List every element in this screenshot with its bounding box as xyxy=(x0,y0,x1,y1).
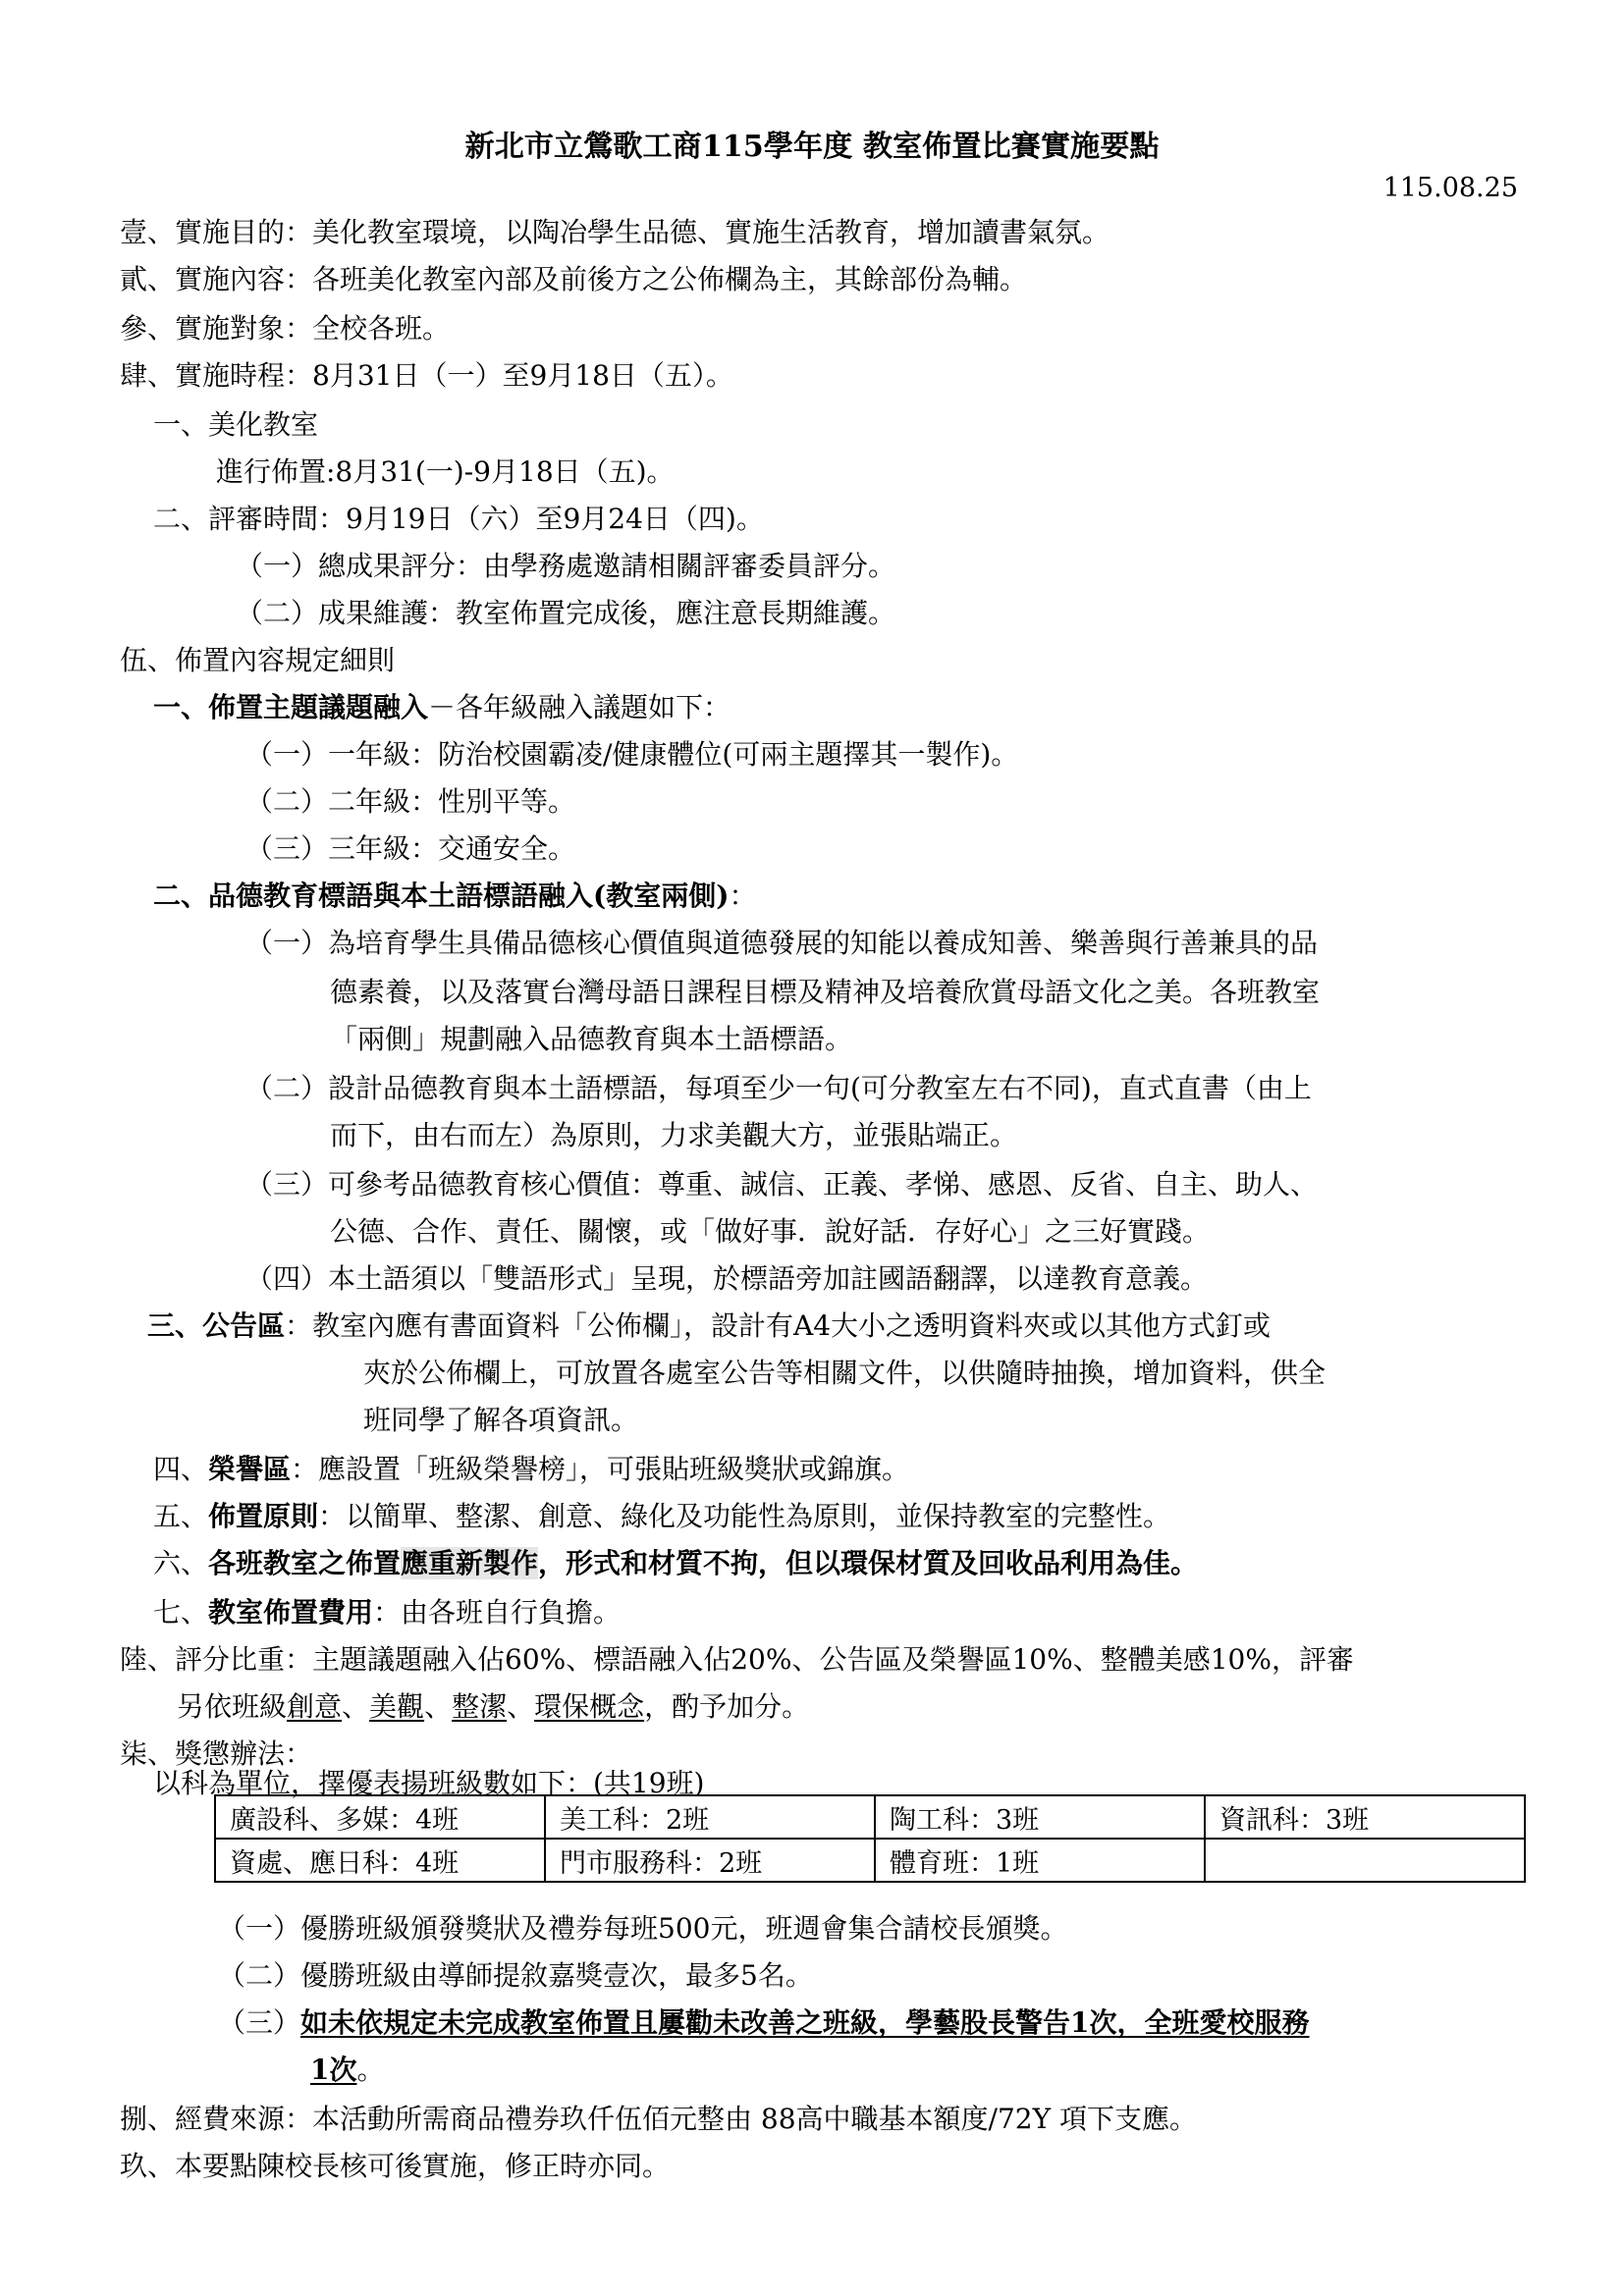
scoring-sep-3: 、 xyxy=(507,1690,535,1723)
document-date: 115.08.25 xyxy=(1382,173,1518,203)
document-title: 新北市立鶯歌工商115學年度 教室佈置比賽實施要點 xyxy=(464,130,1160,164)
section-target: 參、實施對象：全校各班。 xyxy=(120,312,451,345)
award-item-3-penalty: 如未依規定未完成教室佈置且屢勸未改善之班級，學藝股長警告1次，全班愛校服務 xyxy=(300,2006,1310,2039)
rule-principle xyxy=(153,1500,1170,1533)
section-purpose: 壹、實施目的：美化教室環境，以陶冶學生品德、實施生活教育，增加讀書氣氛。 xyxy=(120,216,1110,248)
award-item-3-line-2 xyxy=(310,2054,385,2087)
rule-theme-desc: －各年級融入議題如下： xyxy=(428,691,731,723)
rule-cost xyxy=(153,1596,621,1629)
table-cell: 美工科：2班 xyxy=(545,1795,875,1839)
rule-principle-number: 五、 xyxy=(153,1500,209,1532)
scoring-prefix: 另依班級 xyxy=(177,1690,288,1723)
award-item-2: （二）優勝班級由導師提敘嘉獎壹次，最多5名。 xyxy=(218,1959,813,1992)
schedule-item-review: 二、評審時間：9月19日（六）至9月24日（四)。 xyxy=(153,503,764,535)
table-row xyxy=(215,1795,1525,1839)
rule-notice-line-1 xyxy=(147,1309,1271,1343)
rule-remake xyxy=(153,1547,1198,1580)
table-row xyxy=(215,1839,1525,1882)
slogan-item-1-line-1: （一）為培育學生具備品德核心價值與道德發展的知能以養成知善、樂善與行善兼具的品 xyxy=(245,927,1319,959)
rule-slogan-title: 二、品德教育標語與本土語標語融入(教室兩側) xyxy=(153,880,730,912)
award-item-1: （一）優勝班級頒發獎狀及禮券每班500元，班週會集合請校長頒獎。 xyxy=(218,1912,1068,1945)
award-item-3-period: 。 xyxy=(356,2054,385,2086)
rule-honor xyxy=(153,1453,909,1486)
review-total-score: （一）總成果評分：由學務處邀請相關評審委員評分。 xyxy=(236,550,896,582)
scoring-eco: 環保概念 xyxy=(534,1690,645,1723)
rule-notice-title: 三、公告區 xyxy=(147,1309,286,1342)
review-maintenance: （二）成果維護：教室佈置完成後，應注意長期維護。 xyxy=(236,597,896,629)
awards-intro: 以科為單位，擇優表揚班級數如下：(共19班) xyxy=(153,1767,705,1799)
rule-remake-number: 六、 xyxy=(153,1547,209,1579)
section-funding: 捌、經費來源：本活動所需商品禮券玖仟伍佰元整由 88高中職基本額度/72Y 項下支應。 xyxy=(120,2103,1197,2135)
slogan-item-3-line-1: （三）可參考品德教育核心價值：尊重、誠信、正義、孝悌、感恩、反省、自主、助人、 xyxy=(245,1168,1319,1201)
section-rules: 伍、佈置內容規定細則 xyxy=(120,644,396,676)
rule-remake-part-2: ，形式和材質不拘，但以環保材質及回收品利用為佳。 xyxy=(538,1547,1199,1579)
theme-grade-3: （三）三年級：交通安全。 xyxy=(245,832,576,865)
scoring-sep-2: 、 xyxy=(424,1690,453,1723)
section-content: 貳、實施內容：各班美化教室內部及前後方之公佈欄為主，其餘部份為輔。 xyxy=(120,263,1028,295)
table-cell: 廣設科、多媒：4班 xyxy=(215,1795,545,1839)
section-awards: 柒、獎懲辦法： xyxy=(120,1737,313,1770)
section-scoring-line-1: 陸、評分比重：主題議題融入佔60%、標語融入佔20%、公告區及榮譽區10%、整體美感10%，評審 xyxy=(120,1643,1354,1676)
rule-notice-line-2: 夾於公佈欄上，可放置各處室公告等相關文件，以供隨時抽換，增加資料，供全 xyxy=(363,1357,1326,1389)
scoring-sep-1: 、 xyxy=(342,1690,370,1723)
award-item-3-number: （三） xyxy=(218,2006,301,2039)
scoring-suffix: ，酌予加分。 xyxy=(644,1690,810,1723)
table-cell: 資訊科：3班 xyxy=(1205,1795,1525,1839)
slogan-item-2-line-1: （二）設計品德教育與本土語標語，每項至少一句(可分教室左右不同)，直式直書（由上 xyxy=(245,1072,1312,1104)
rule-honor-desc: ：應設置「班級榮譽榜」，可張貼班級獎狀或錦旗。 xyxy=(291,1453,910,1485)
rule-slogan-heading xyxy=(153,880,757,913)
section-scoring-line-2 xyxy=(177,1690,809,1724)
rule-principle-title: 佈置原則 xyxy=(208,1500,319,1532)
award-item-3-line-1 xyxy=(218,2006,1310,2040)
rule-remake-highlight: 應重新製作 xyxy=(401,1547,539,1579)
table-cell: 陶工科：3班 xyxy=(875,1795,1205,1839)
table-cell: 體育班：1班 xyxy=(875,1839,1205,1882)
rule-slogan-colon: ： xyxy=(729,880,757,912)
table-cell xyxy=(1205,1839,1525,1882)
rule-honor-title: 榮譽區 xyxy=(208,1453,292,1485)
rule-honor-number: 四、 xyxy=(153,1453,209,1485)
slogan-item-1-line-3: 「兩側」規劃融入品德教育與本土語標語。 xyxy=(330,1023,853,1055)
slogan-item-2-line-2: 而下，由右而左）為原則，力求美觀大方，並張貼端正。 xyxy=(330,1119,1018,1151)
rule-theme-heading xyxy=(153,691,731,724)
rule-principle-desc: ：以簡單、整潔、創意、綠化及功能性為原則，並保持教室的完整性。 xyxy=(318,1500,1171,1532)
table-cell: 資處、應日科：4班 xyxy=(215,1839,545,1882)
scoring-aesthetics: 美觀 xyxy=(369,1690,425,1723)
award-item-3-service: 1次 xyxy=(310,2054,357,2086)
schedule-item-beautify-detail: 進行佈置:8月31(一)-9月18日（五)。 xyxy=(216,455,675,488)
rule-cost-number: 七、 xyxy=(153,1596,209,1629)
scoring-tidiness: 整潔 xyxy=(452,1690,508,1723)
scoring-creativity: 創意 xyxy=(287,1690,343,1723)
slogan-item-1-line-2: 德素養，以及落實台灣母語日課程目標及精神及培養欣賞母語文化之美。各班教室 xyxy=(330,976,1321,1008)
section-schedule: 肆、實施時程：8月31日（一）至9月18日（五）。 xyxy=(120,359,733,392)
rule-notice-desc: ：教室內應有書面資料「公佈欄」，設計有A4大小之透明資料夾或以其他方式釘或 xyxy=(285,1309,1272,1342)
rule-cost-title: 教室佈置費用 xyxy=(208,1596,374,1629)
schedule-item-beautify: 一、美化教室 xyxy=(153,408,319,441)
rule-theme-title: 一、佈置主題議題融入 xyxy=(153,691,429,723)
rule-cost-desc: ：由各班自行負擔。 xyxy=(373,1596,622,1629)
slogan-item-3-line-2: 公德、合作、責任、關懷，或「做好事．說好話．存好心」之三好實踐。 xyxy=(330,1215,1211,1248)
section-approval: 玖、本要點陳校長核可後實施，修正時亦同。 xyxy=(120,2150,671,2182)
rule-notice-line-3: 班同學了解各項資訊。 xyxy=(363,1404,639,1436)
theme-grade-2: （二）二年級：性別平等。 xyxy=(245,785,576,818)
table-cell: 門市服務科：2班 xyxy=(545,1839,875,1882)
rule-remake-part-1: 各班教室之佈置 xyxy=(208,1547,402,1579)
slogan-item-4: （四）本土語須以「雙語形式」呈現，於標語旁加註國語翻譯，以達教育意義。 xyxy=(245,1262,1209,1295)
award-table xyxy=(214,1794,1526,1883)
theme-grade-1: （一）一年級：防治校園霸凌/健康體位(可兩主題擇其一製作)。 xyxy=(245,738,1019,771)
